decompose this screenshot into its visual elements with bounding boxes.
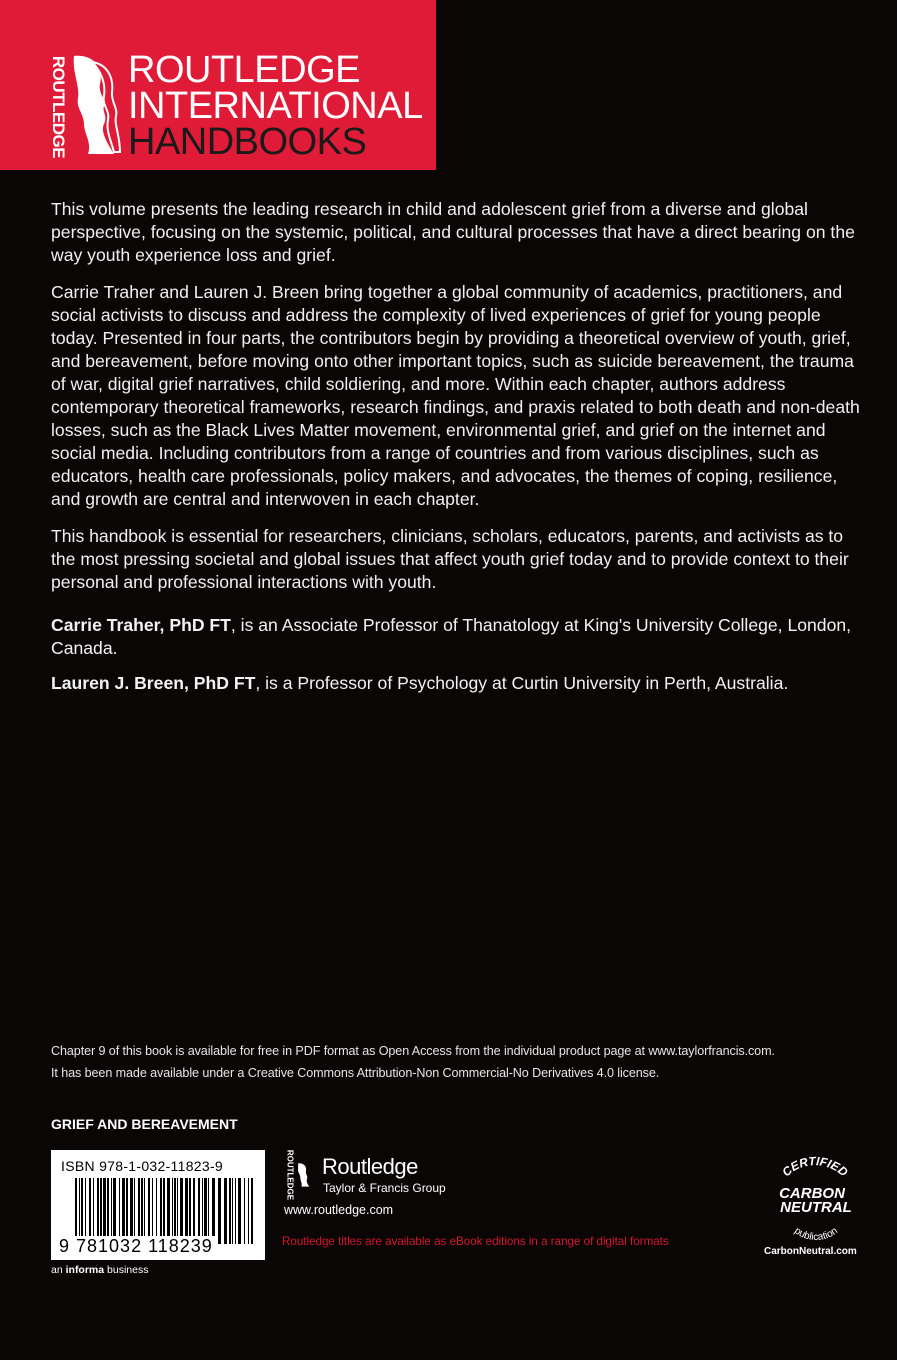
cn-top-text: CERTIFIED	[779, 1154, 851, 1180]
description-paragraph-3: This handbook is essential for researchers, clinicians, scholars, educators, parents, and activists as to the most pressing societal and global issues that affect youth grief today and to provide context to their personal and professional interactions with youth.	[51, 526, 849, 592]
routledge-vertical-logo	[46, 55, 70, 159]
informa-suffix: business	[104, 1264, 149, 1276]
series-title-line2: INTERNATIONAL	[128, 85, 423, 127]
informa-brand: informa	[65, 1264, 105, 1276]
author-bio-2	[51, 672, 863, 695]
carbon-neutral-badge-icon	[760, 1150, 870, 1260]
informa-prefix: an	[51, 1264, 66, 1276]
series-title	[128, 49, 423, 163]
ebook-note: Routledge titles are available as eBook editions in a range of digital formats	[282, 1235, 669, 1248]
author-text-1: , is an Associate Professor of Thanatology at King's University College, London, Canada.	[51, 615, 852, 658]
publisher-url[interactable]: www.routledge.com	[284, 1203, 394, 1217]
series-banner	[0, 0, 436, 170]
author-bio-1	[51, 614, 863, 660]
cn-line2: NEUTRAL	[780, 1199, 852, 1216]
routledge-vertical-text: ROUTLEDGE	[49, 55, 68, 159]
publisher-heads-icon	[297, 1152, 317, 1198]
cn-line1: CARBON	[779, 1185, 845, 1202]
series-title-line1: ROUTLEDGE	[128, 49, 360, 91]
publisher-vertical-logo	[283, 1149, 297, 1201]
routledge-heads-logo-icon	[70, 52, 122, 158]
isbn-text: ISBN 978-1-032-11823-9	[61, 1158, 223, 1174]
series-title-line3: HANDBOOKS	[128, 121, 367, 163]
author-name-1: Carrie Traher, PhD FT	[51, 615, 231, 635]
barcode-icon	[75, 1178, 255, 1244]
blurb	[51, 198, 863, 707]
open-access-line1: Chapter 9 of this book is available for free in PDF format as Open Access from the individual product page at www.taylorfrancis.com.	[51, 1044, 775, 1058]
description-paragraph-2: Carrie Traher and Lauren J. Breen bring together a global community of academics, practitioners, and social activists to discuss and address the complexity of lived experiences of grief for young people today. Presented in four parts, the contributors begin by providing a theoretical overview of youth, grief, and bereavement, before moving onto other important topics, such as suicide bereavement, the trauma of war, digital grief narratives, child soldiering, and more. Within each chapter, authors address contemporary theoretical frameworks, research findings, and praxis related to both death and non-death losses, such as the Black Lives Matter movement, environmental grief, and grief on the internet and social media. Including contributors from a range of countries and from various disciplines, such as educators, health care professionals, policy makers, and advocates, the themes of coping, resilience, and growth are central and interwoven in each chapter.	[51, 282, 860, 509]
subject-category: GRIEF AND BEREAVEMENT	[51, 1116, 238, 1132]
publisher-group: Taylor & Francis Group	[323, 1181, 446, 1195]
author-text-2: , is a Professor of Psychology at Curtin University in Perth, Australia.	[255, 673, 789, 693]
barcode-box	[51, 1150, 265, 1260]
cn-bottom-text: publication	[792, 1225, 840, 1244]
author-name-2: Lauren J. Breen, PhD FT	[51, 673, 256, 693]
ean-digits: 9 781032 118239	[59, 1236, 213, 1256]
open-access-note	[51, 1040, 871, 1084]
carbon-neutral-url[interactable]: CarbonNeutral.com	[764, 1246, 857, 1257]
open-access-line2: It has been made available under a Creative Commons Attribution-Non Commercial-No Derivatives 4.0 license.	[51, 1066, 660, 1080]
description-paragraph-1: This volume presents the leading research in child and adolescent grief from a diverse and global perspective, focusing on the systemic, political, and cultural processes that have a direct bearing on the way youth experience loss and grief.	[51, 199, 855, 265]
publisher-name: Routledge	[322, 1154, 418, 1179]
informa-note	[51, 1264, 148, 1276]
publisher-vertical-text: ROUTLEDGE	[285, 1149, 295, 1201]
